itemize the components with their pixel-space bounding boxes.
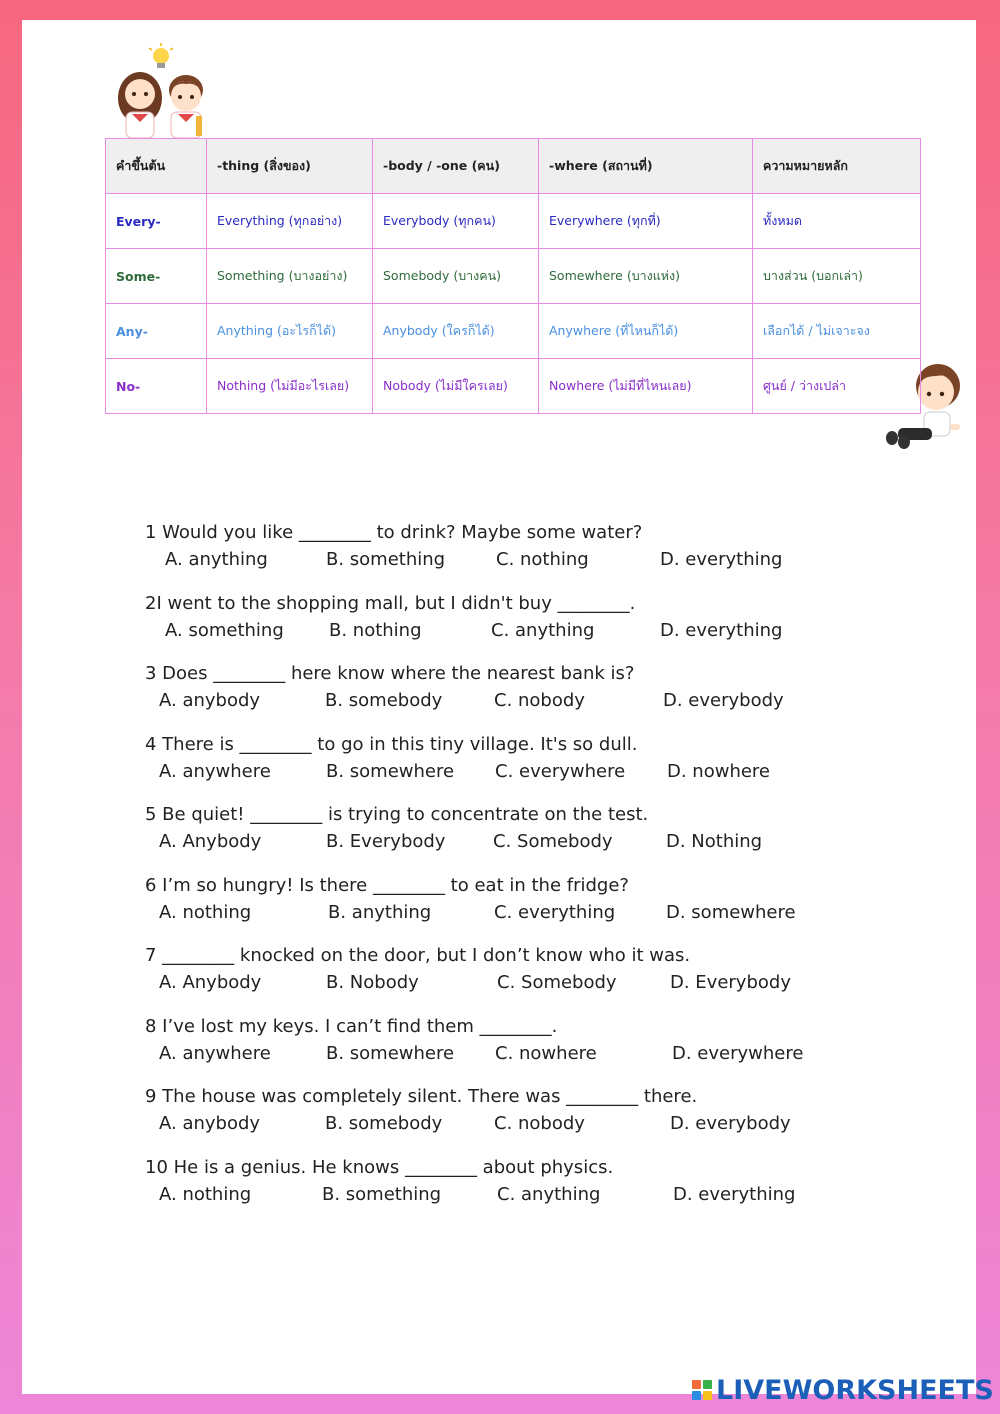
option-c[interactable]: C. nobody xyxy=(494,690,585,711)
prefix-cell: Any- xyxy=(106,304,207,359)
question-3 xyxy=(145,661,905,715)
prefix-cell: Every- xyxy=(106,194,207,249)
question-text: 6 I’m so hungry! Is there ________ to eat in the fridge? xyxy=(145,875,629,896)
option-b[interactable]: B. somebody xyxy=(325,690,443,711)
option-a[interactable]: A. anybody xyxy=(159,1113,261,1134)
question-4 xyxy=(145,732,905,786)
options-row xyxy=(145,617,905,645)
header-meaning: ความหมายหลัก xyxy=(753,139,921,194)
option-d[interactable]: D. everything xyxy=(660,549,783,570)
option-b[interactable]: B. Nobody xyxy=(326,972,419,993)
where-cell: Somewhere (บางแห่ง) xyxy=(539,249,753,304)
body-cell: Everybody (ทุกคน) xyxy=(373,194,539,249)
table-row xyxy=(106,304,921,359)
grammar-table xyxy=(105,138,921,414)
option-b[interactable]: B. somewhere xyxy=(326,1043,455,1064)
thing-cell: Anything (อะไรก็ได้) xyxy=(207,304,373,359)
question-text: 7 ________ knocked on the door, but I don’t know who it was. xyxy=(145,945,691,966)
question-2 xyxy=(145,591,905,645)
table-row xyxy=(106,359,921,414)
logo-text: LIVEWORKSHEETS xyxy=(716,1374,994,1406)
question-text: 5 Be quiet! ________ is trying to concentrate on the test. xyxy=(145,804,649,825)
option-a[interactable]: A. anybody xyxy=(159,690,261,711)
option-a[interactable]: A. Anybody xyxy=(159,972,262,993)
option-d[interactable]: D. somewhere xyxy=(666,902,796,923)
option-a[interactable]: A. nothing xyxy=(159,1184,252,1205)
question-8 xyxy=(145,1014,905,1068)
option-c[interactable]: C. everything xyxy=(494,902,616,923)
header-prefix: คำขึ้นต้น xyxy=(106,139,207,194)
question-6 xyxy=(145,873,905,927)
question-7 xyxy=(145,943,905,997)
where-cell: Nowhere (ไม่มีที่ไหนเลย) xyxy=(539,359,753,414)
option-d[interactable]: D. Everybody xyxy=(670,972,791,993)
option-a[interactable]: A. something xyxy=(165,620,284,641)
options-row xyxy=(145,546,905,574)
options-row xyxy=(145,687,905,715)
thing-cell: Everything (ทุกอย่าง) xyxy=(207,194,373,249)
options-row xyxy=(145,899,905,927)
body-cell: Nobody (ไม่มีใครเลย) xyxy=(373,359,539,414)
liveworksheets-logo[interactable] xyxy=(692,1374,994,1406)
option-a[interactable]: A. anywhere xyxy=(159,1043,271,1064)
question-10 xyxy=(145,1155,905,1209)
option-c[interactable]: C. nowhere xyxy=(495,1043,597,1064)
option-c[interactable]: C. Somebody xyxy=(497,972,617,993)
prefix-cell: No- xyxy=(106,359,207,414)
body-cell: Somebody (บางคน) xyxy=(373,249,539,304)
prefix-cell: Some- xyxy=(106,249,207,304)
meaning-cell: เลือกได้ / ไม่เจาะจง xyxy=(753,304,921,359)
table-header-row xyxy=(106,139,921,194)
header-thing: -thing (สิ่งของ) xyxy=(207,139,373,194)
question-text: 8 I’ve lost my keys. I can’t find them ________. xyxy=(145,1016,558,1037)
option-b[interactable]: B. something xyxy=(326,549,446,570)
where-cell: Everywhere (ทุกที่) xyxy=(539,194,753,249)
option-b[interactable]: B. something xyxy=(322,1184,442,1205)
option-d[interactable]: D. everywhere xyxy=(672,1043,804,1064)
option-b[interactable]: B. somebody xyxy=(325,1113,443,1134)
options-row xyxy=(145,1040,905,1068)
question-text: 4 There is ________ to go in this tiny village. It's so dull. xyxy=(145,734,638,755)
logo-mark-icon xyxy=(692,1380,712,1400)
question-5 xyxy=(145,802,905,856)
option-a[interactable]: A. anything xyxy=(165,549,268,570)
options-row xyxy=(145,969,905,997)
option-b[interactable]: B. nothing xyxy=(329,620,422,641)
lightbulb-icon xyxy=(149,43,173,68)
question-1 xyxy=(145,520,905,574)
meaning-cell: บางส่วน (บอกเล่า) xyxy=(753,249,921,304)
meaning-cell: ทั้งหมด xyxy=(753,194,921,249)
header-body: -body / -one (คน) xyxy=(373,139,539,194)
body-cell: Anybody (ใครก็ได้) xyxy=(373,304,539,359)
options-row xyxy=(145,1110,905,1138)
option-c[interactable]: C. everywhere xyxy=(495,761,626,782)
question-9 xyxy=(145,1084,905,1138)
question-text: 10 He is a genius. He knows ________ about physics. xyxy=(145,1157,614,1178)
table-row xyxy=(106,249,921,304)
thing-cell: Something (บางอย่าง) xyxy=(207,249,373,304)
thing-cell: Nothing (ไม่มีอะไรเลย) xyxy=(207,359,373,414)
option-c[interactable]: C. anything xyxy=(497,1184,601,1205)
option-b[interactable]: B. Everybody xyxy=(326,831,446,852)
option-d[interactable]: D. everything xyxy=(660,620,783,641)
kids-illustration xyxy=(108,42,218,140)
option-d[interactable]: D. everything xyxy=(673,1184,796,1205)
question-text: 3 Does ________ here know where the nearest bank is? xyxy=(145,663,635,684)
question-text: 9 The house was completely silent. There was ________ there. xyxy=(145,1086,698,1107)
option-d[interactable]: D. Nothing xyxy=(666,831,763,852)
question-text: 2I went to the shopping mall, but I didn't buy ________. xyxy=(145,593,636,614)
meaning-cell: ศูนย์ / ว่างเปล่า xyxy=(753,359,921,414)
options-row xyxy=(145,828,905,856)
where-cell: Anywhere (ที่ไหนก็ได้) xyxy=(539,304,753,359)
option-b[interactable]: B. anything xyxy=(328,902,432,923)
option-a[interactable]: A. Anybody xyxy=(159,831,262,852)
options-row xyxy=(145,1181,905,1209)
option-c[interactable]: C. nobody xyxy=(494,1113,585,1134)
option-d[interactable]: D. everybody xyxy=(663,690,784,711)
option-c[interactable]: C. Somebody xyxy=(493,831,613,852)
option-b[interactable]: B. somewhere xyxy=(326,761,455,782)
option-c[interactable]: C. anything xyxy=(491,620,595,641)
header-where: -where (สถานที่) xyxy=(539,139,753,194)
option-a[interactable]: A. nothing xyxy=(159,902,252,923)
option-d[interactable]: D. nowhere xyxy=(667,761,771,782)
question-text: 1 Would you like ________ to drink? Maybe some water? xyxy=(145,522,643,543)
option-c[interactable]: C. nothing xyxy=(496,549,589,570)
table-row xyxy=(106,194,921,249)
options-row xyxy=(145,758,905,786)
option-a[interactable]: A. anywhere xyxy=(159,761,271,782)
option-d[interactable]: D. everybody xyxy=(670,1113,791,1134)
